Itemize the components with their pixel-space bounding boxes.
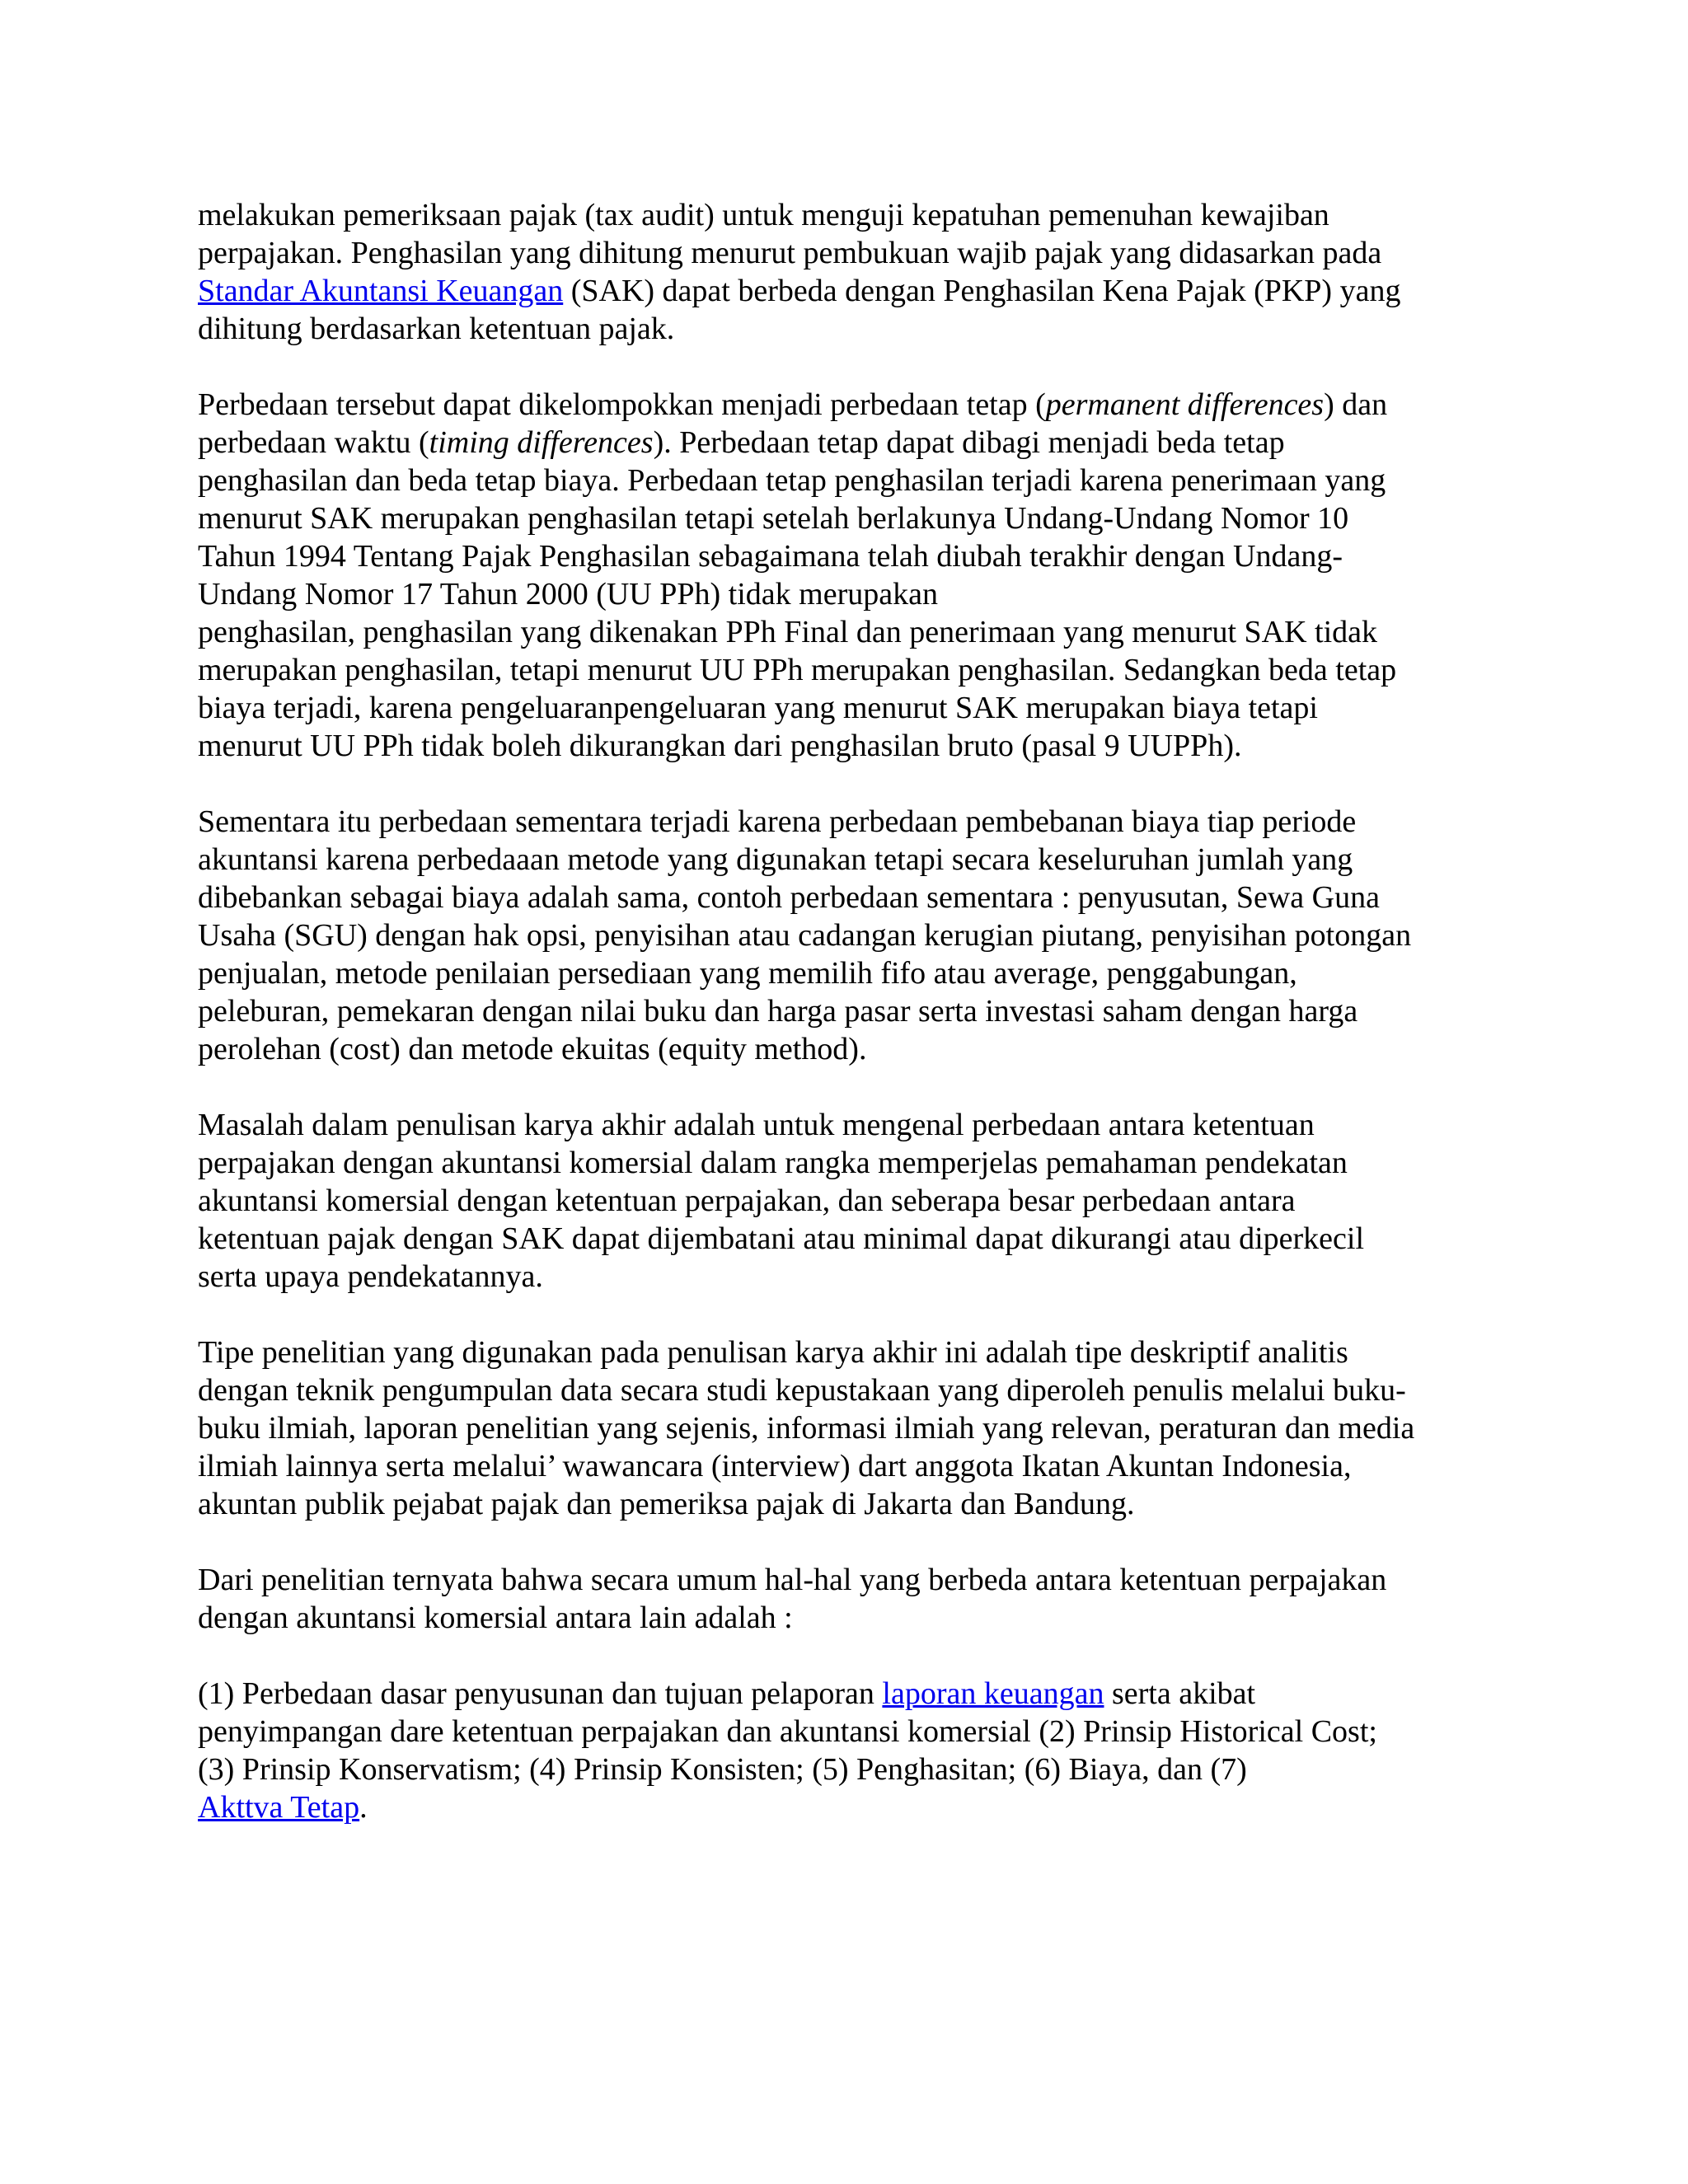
text-line: Tahun 1994 Tentang Pajak Penghasilan sebagaimana telah diubah terakhir dengan Undang-: [198, 539, 1343, 574]
text-fragment: (1) Perbedaan dasar penyusunan dan tujuan pelaporan: [198, 1676, 883, 1711]
italic-term-timing-differences: timing differences: [429, 425, 654, 460]
text-line: melakukan pemeriksaan pajak (tax audit) untuk menguji kepatuhan pemenuhan kewajiban: [198, 198, 1329, 232]
text-line: Sementara itu perbedaan sementara terjadi karena perbedaan pembebanan biaya tiap periode: [198, 804, 1357, 839]
text-line: dihitung berdasarkan ketentuan pajak.: [198, 312, 675, 346]
link-aktiva-tetap[interactable]: Akttva Tetap: [198, 1790, 360, 1825]
paragraph-differences: [198, 386, 1517, 765]
text-line: dengan akuntansi komersial antara lain adalah :: [198, 1601, 793, 1635]
text-line: merupakan penghasilan, tetapi menurut UU PPh merupakan penghasilan. Sedangkan beda tetap: [198, 653, 1397, 687]
text-line: akuntansi karena perbedaaan metode yang digunakan tetapi secara keseluruhan jumlah yang: [198, 842, 1353, 877]
text-line: perpajakan dengan akuntansi komersial dalam rangka memperjelas pemahaman pendekatan: [198, 1146, 1348, 1180]
text-line: [198, 1788, 1517, 1826]
text-fragment: .: [359, 1790, 368, 1825]
text-line: perolehan (cost) dan metode ekuitas (equity method).: [198, 1032, 867, 1066]
paragraph-findings: [198, 1561, 1517, 1637]
text-line: Usaha (SGU) dengan hak opsi, penyisihan atau cadangan kerugian piutang, penyisihan potongan: [198, 918, 1412, 953]
text-line: Tipe penelitian yang digunakan pada penulisan karya akhir ini adalah tipe deskriptif analitis: [198, 1335, 1348, 1370]
paragraph-research-type: [198, 1333, 1517, 1523]
text-line: [198, 272, 1517, 310]
link-laporan-keuangan[interactable]: laporan keuangan: [882, 1676, 1104, 1711]
text-line: [198, 424, 1517, 462]
italic-term-permanent-differences: permanent differences: [1045, 387, 1325, 422]
text-line: menurut UU PPh tidak boleh dikurangkan dari penghasilan bruto (pasal 9 UUPPh).: [198, 729, 1242, 763]
paragraph-temporary-differences: [198, 803, 1517, 1068]
text-line: [198, 386, 1517, 424]
text-line: penghasilan dan beda tetap biaya. Perbedaan tetap penghasilan terjadi karena penerimaan yang: [198, 463, 1386, 498]
text-line: [198, 1675, 1517, 1713]
text-line: buku ilmiah, laporan penelitian yang sejenis, informasi ilmiah yang relevan, peraturan dan media: [198, 1411, 1415, 1446]
text-line: peleburan, pemekaran dengan nilai buku dan harga pasar serta investasi saham dengan harga: [198, 994, 1358, 1029]
text-line: ilmiah lainnya serta melalui’ wawancara (interview) dart anggota Ikatan Akuntan Indonesia,: [198, 1449, 1352, 1483]
text-line: akuntansi komersial dengan ketentuan perpajakan, dan seberapa besar perbedaan antara: [198, 1183, 1296, 1218]
text-fragment: serta akibat: [1104, 1676, 1256, 1711]
text-line: biaya terjadi, karena pengeluaranpengeluaran yang menurut SAK merupakan biaya tetapi: [198, 691, 1318, 725]
text-fragment: perbedaan waktu (: [198, 425, 429, 460]
document-page: [198, 196, 1517, 1826]
text-fragment: ). Perbedaan tetap dapat dibagi menjadi beda tetap: [653, 425, 1285, 460]
paragraph-tax-audit: [198, 196, 1517, 348]
text-line: penyimpangan dare ketentuan perpajakan dan akuntansi komersial (2) Prinsip Historical Cost;: [198, 1714, 1377, 1749]
text-line: akuntan publik pejabat pajak dan pemeriksa pajak di Jakarta dan Bandung.: [198, 1487, 1135, 1521]
text-line: Dari penelitian ternyata bahwa secara umum hal-hal yang berbeda antara ketentuan perpajakan: [198, 1563, 1387, 1597]
text-line: penghasilan, penghasilan yang dikenakan PPh Final dan penerimaan yang menurut SAK tidak: [198, 615, 1378, 649]
text-line: (3) Prinsip Konservatism; (4) Prinsip Konsisten; (5) Penghasitan; (6) Biaya, dan (7): [198, 1752, 1247, 1787]
link-standar-akuntansi-keuangan[interactable]: Standar Akuntansi Keuangan: [198, 274, 564, 308]
text-fragment: (SAK) dapat berbeda dengan Penghasilan Kena Pajak (PKP) yang: [563, 274, 1401, 308]
text-line: penjualan, metode penilaian persediaan yang memilih fifo atau average, penggabungan,: [198, 956, 1297, 991]
text-line: menurut SAK merupakan penghasilan tetapi setelah berlakunya Undang-Undang Nomor 10: [198, 501, 1349, 536]
text-fragment: Perbedaan tersebut dapat dikelompokkan menjadi perbedaan tetap (: [198, 387, 1046, 422]
text-fragment: ) dan: [1324, 387, 1388, 422]
text-line: Masalah dalam penulisan karya akhir adalah untuk mengenal perbedaan antara ketentuan: [198, 1108, 1315, 1142]
text-line: dengan teknik pengumpulan data secara studi kepustakaan yang diperoleh penulis melalui buku-: [198, 1373, 1406, 1408]
text-line: serta upaya pendekatannya.: [198, 1259, 543, 1294]
text-line: ketentuan pajak dengan SAK dapat dijembatani atau minimal dapat dikurangi atau diperkecil: [198, 1221, 1365, 1256]
paragraph-problem-statement: [198, 1106, 1517, 1296]
text-line: dibebankan sebagai biaya adalah sama, contoh perbedaan sementara : penyusutan, Sewa Guna: [198, 880, 1380, 915]
text-line: Undang Nomor 17 Tahun 2000 (UU PPh) tidak merupakan: [198, 577, 938, 612]
text-line: perpajakan. Penghasilan yang dihitung menurut pembukuan wajib pajak yang didasarkan pada: [198, 236, 1382, 270]
paragraph-list: [198, 1675, 1517, 1826]
